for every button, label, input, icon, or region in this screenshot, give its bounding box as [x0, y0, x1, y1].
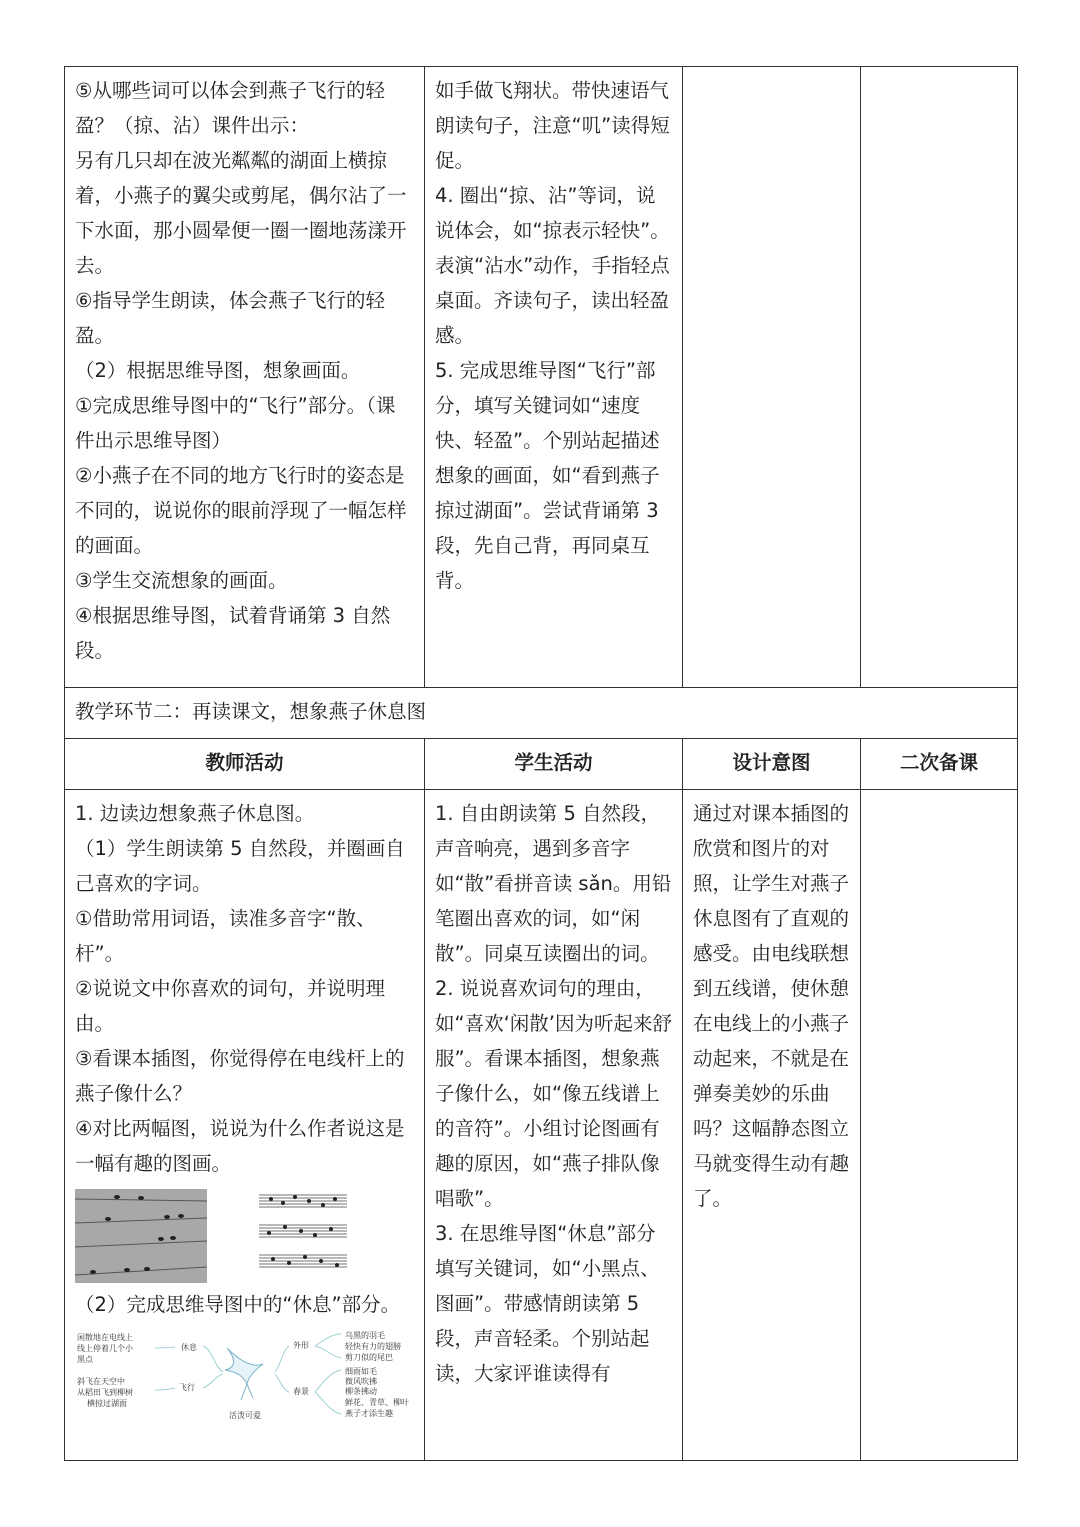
mind-map-image	[75, 1328, 415, 1420]
mindmap-text: 乌黑的羽毛	[345, 1331, 385, 1340]
mindmap-text: 从稻田飞到柳树	[77, 1388, 133, 1397]
second-prep-cell	[861, 790, 1018, 1461]
sheet-music-image	[255, 1189, 351, 1283]
header-intent: 设计意图	[683, 739, 861, 790]
mindmap-fly-label: 飞行	[179, 1383, 195, 1392]
mindmap-rest-label: 休息	[181, 1343, 197, 1352]
table-row	[65, 790, 1018, 1461]
mindmap-text: 细雨如毛	[345, 1367, 377, 1376]
paragraph: （1）学生朗读第 5 自然段，并圈画自己喜欢的字词。	[75, 837, 405, 895]
mindmap-text: 轻快有力的翅膀	[345, 1342, 401, 1351]
mindmap-text: 横掠过湖面	[87, 1399, 127, 1408]
paragraph: ①完成思维导图中的“飞行”部分。（课件出示思维导图）	[75, 394, 396, 452]
paragraph: ③看课本插图，你觉得停在电线杆上的燕子像什么？	[75, 1047, 405, 1105]
header-teacher: 教师活动	[65, 739, 425, 790]
design-intent-cell	[683, 67, 861, 688]
swallows-on-wires-photo	[75, 1189, 207, 1283]
paragraph: ④对比两幅图，说说为什么作者说这是一幅有趣的图画。	[75, 1117, 405, 1175]
paragraph: ④根据思维导图，试着背诵第 3 自然段。	[75, 604, 391, 662]
paragraph: 4. 圈出“掠、沾”等词，说说体会，如“掠表示轻快”。表演“沾水”动作，手指轻点桌面。齐读句子，读出轻盈感。	[435, 184, 670, 347]
paragraph: 1. 自由朗读第 5 自然段，声音响亮，遇到多音字如“散”看拼音读 sǎn。用铅笔圈出喜欢的词，如“闲散”。同桌互读圈出的词。	[435, 802, 672, 965]
paragraph: 另有几只却在波光粼粼的湖面上横掠着，小燕子的翼尖或剪尾，偶尔沾了一下水面，那小圆晕便一圈一圈地荡漾开去。	[75, 149, 407, 277]
mindmap-spring-label: 春景	[293, 1387, 309, 1396]
section-title: 教学环节二：再读课文，想象燕子休息图	[65, 688, 1018, 739]
paragraph: （2）根据思维导图，想象画面。	[75, 359, 361, 382]
mindmap-center-label: 活泼可爱	[229, 1411, 261, 1420]
paragraph: 如手做飞翔状。带快速语气朗读句子，注意“叽”读得短促。	[435, 79, 670, 172]
paragraph: 1. 边读边想象燕子休息图。	[75, 802, 315, 825]
header-row	[65, 739, 1018, 790]
second-prep-cell	[861, 67, 1018, 688]
paragraph: 5. 完成思维导图“飞行”部分，填写关键词如“速度快、轻盈”。个别站起描述想象的画面，如“看到燕子掠过湖面”。尝试背诵第 3 段，先自己背，再同桌互背。	[435, 359, 660, 592]
student-activity-cell	[425, 790, 683, 1461]
mindmap-text: 燕子才添生趣	[345, 1409, 393, 1418]
mindmap-text: 鲜花、青草、柳叶	[345, 1398, 409, 1407]
lesson-plan-table	[64, 66, 1018, 1461]
paragraph: ⑤从哪些词可以体会到燕子飞行的轻盈？（掠、沾）课件出示：	[75, 79, 385, 137]
swallow-icon	[225, 1348, 263, 1400]
paragraph: （2）完成思维导图中的“休息”部分。	[75, 1293, 401, 1316]
illustration-row	[75, 1189, 414, 1283]
student-activity-cell	[425, 67, 683, 688]
table-row	[65, 67, 1018, 688]
mindmap-text: 黑点	[77, 1355, 93, 1364]
teacher-activity-cell	[65, 790, 425, 1461]
mindmap-text: 微风吹拂	[345, 1377, 377, 1386]
paragraph: 3. 在思维导图“休息”部分填写关键词，如“小黑点、图画”。带感情朗读第 5 段，声音轻柔。个别站起读，大家评谁读得有	[435, 1222, 660, 1385]
header-student: 学生活动	[425, 739, 683, 790]
paragraph: ⑥指导学生朗读，体会燕子飞行的轻盈。	[75, 289, 385, 347]
header-second-prep: 二次备课	[861, 739, 1018, 790]
mindmap-text: 线上停着几个小	[77, 1344, 133, 1353]
paragraph: 2. 说说喜欢词句的理由，如“喜欢‘闲散’因为听起来舒服”。看课本插图，想象燕子像什么，如“像五线谱上的音符”。小组讨论图画有趣的原因，如“燕子排队像唱歌”。	[435, 977, 672, 1210]
paragraph: ②说说文中你喜欢的词句，并说明理由。	[75, 977, 385, 1035]
design-intent-cell	[683, 790, 861, 1461]
paragraph: ③学生交流想象的画面。	[75, 569, 288, 592]
paragraph: ①借助常用词语，读准多音字“散、杆”。	[75, 907, 376, 965]
teacher-activity-cell	[65, 67, 425, 688]
mindmap-text: 柳条拂动	[345, 1387, 377, 1396]
section-row	[65, 688, 1018, 739]
paragraph: 通过对课本插图的欣赏和图片的对照，让学生对燕子休息图有了直观的感受。由电线联想到五线谱，使休憩在电线上的小燕子动起来，不就是在弹奏美妙的乐曲吗？这幅静态图立马就变得生动有趣了。	[693, 802, 850, 1210]
mindmap-appearance-label: 外形	[293, 1341, 309, 1350]
mindmap-text: 斜飞在天空中	[77, 1377, 125, 1386]
mindmap-text: 剪刀似的尾巴	[345, 1353, 393, 1362]
paragraph: ②小燕子在不同的地方飞行时的姿态是不同的，说说你的眼前浮现了一幅怎样的画面。	[75, 464, 407, 557]
mindmap-text: 闲散地在电线上	[77, 1333, 133, 1342]
